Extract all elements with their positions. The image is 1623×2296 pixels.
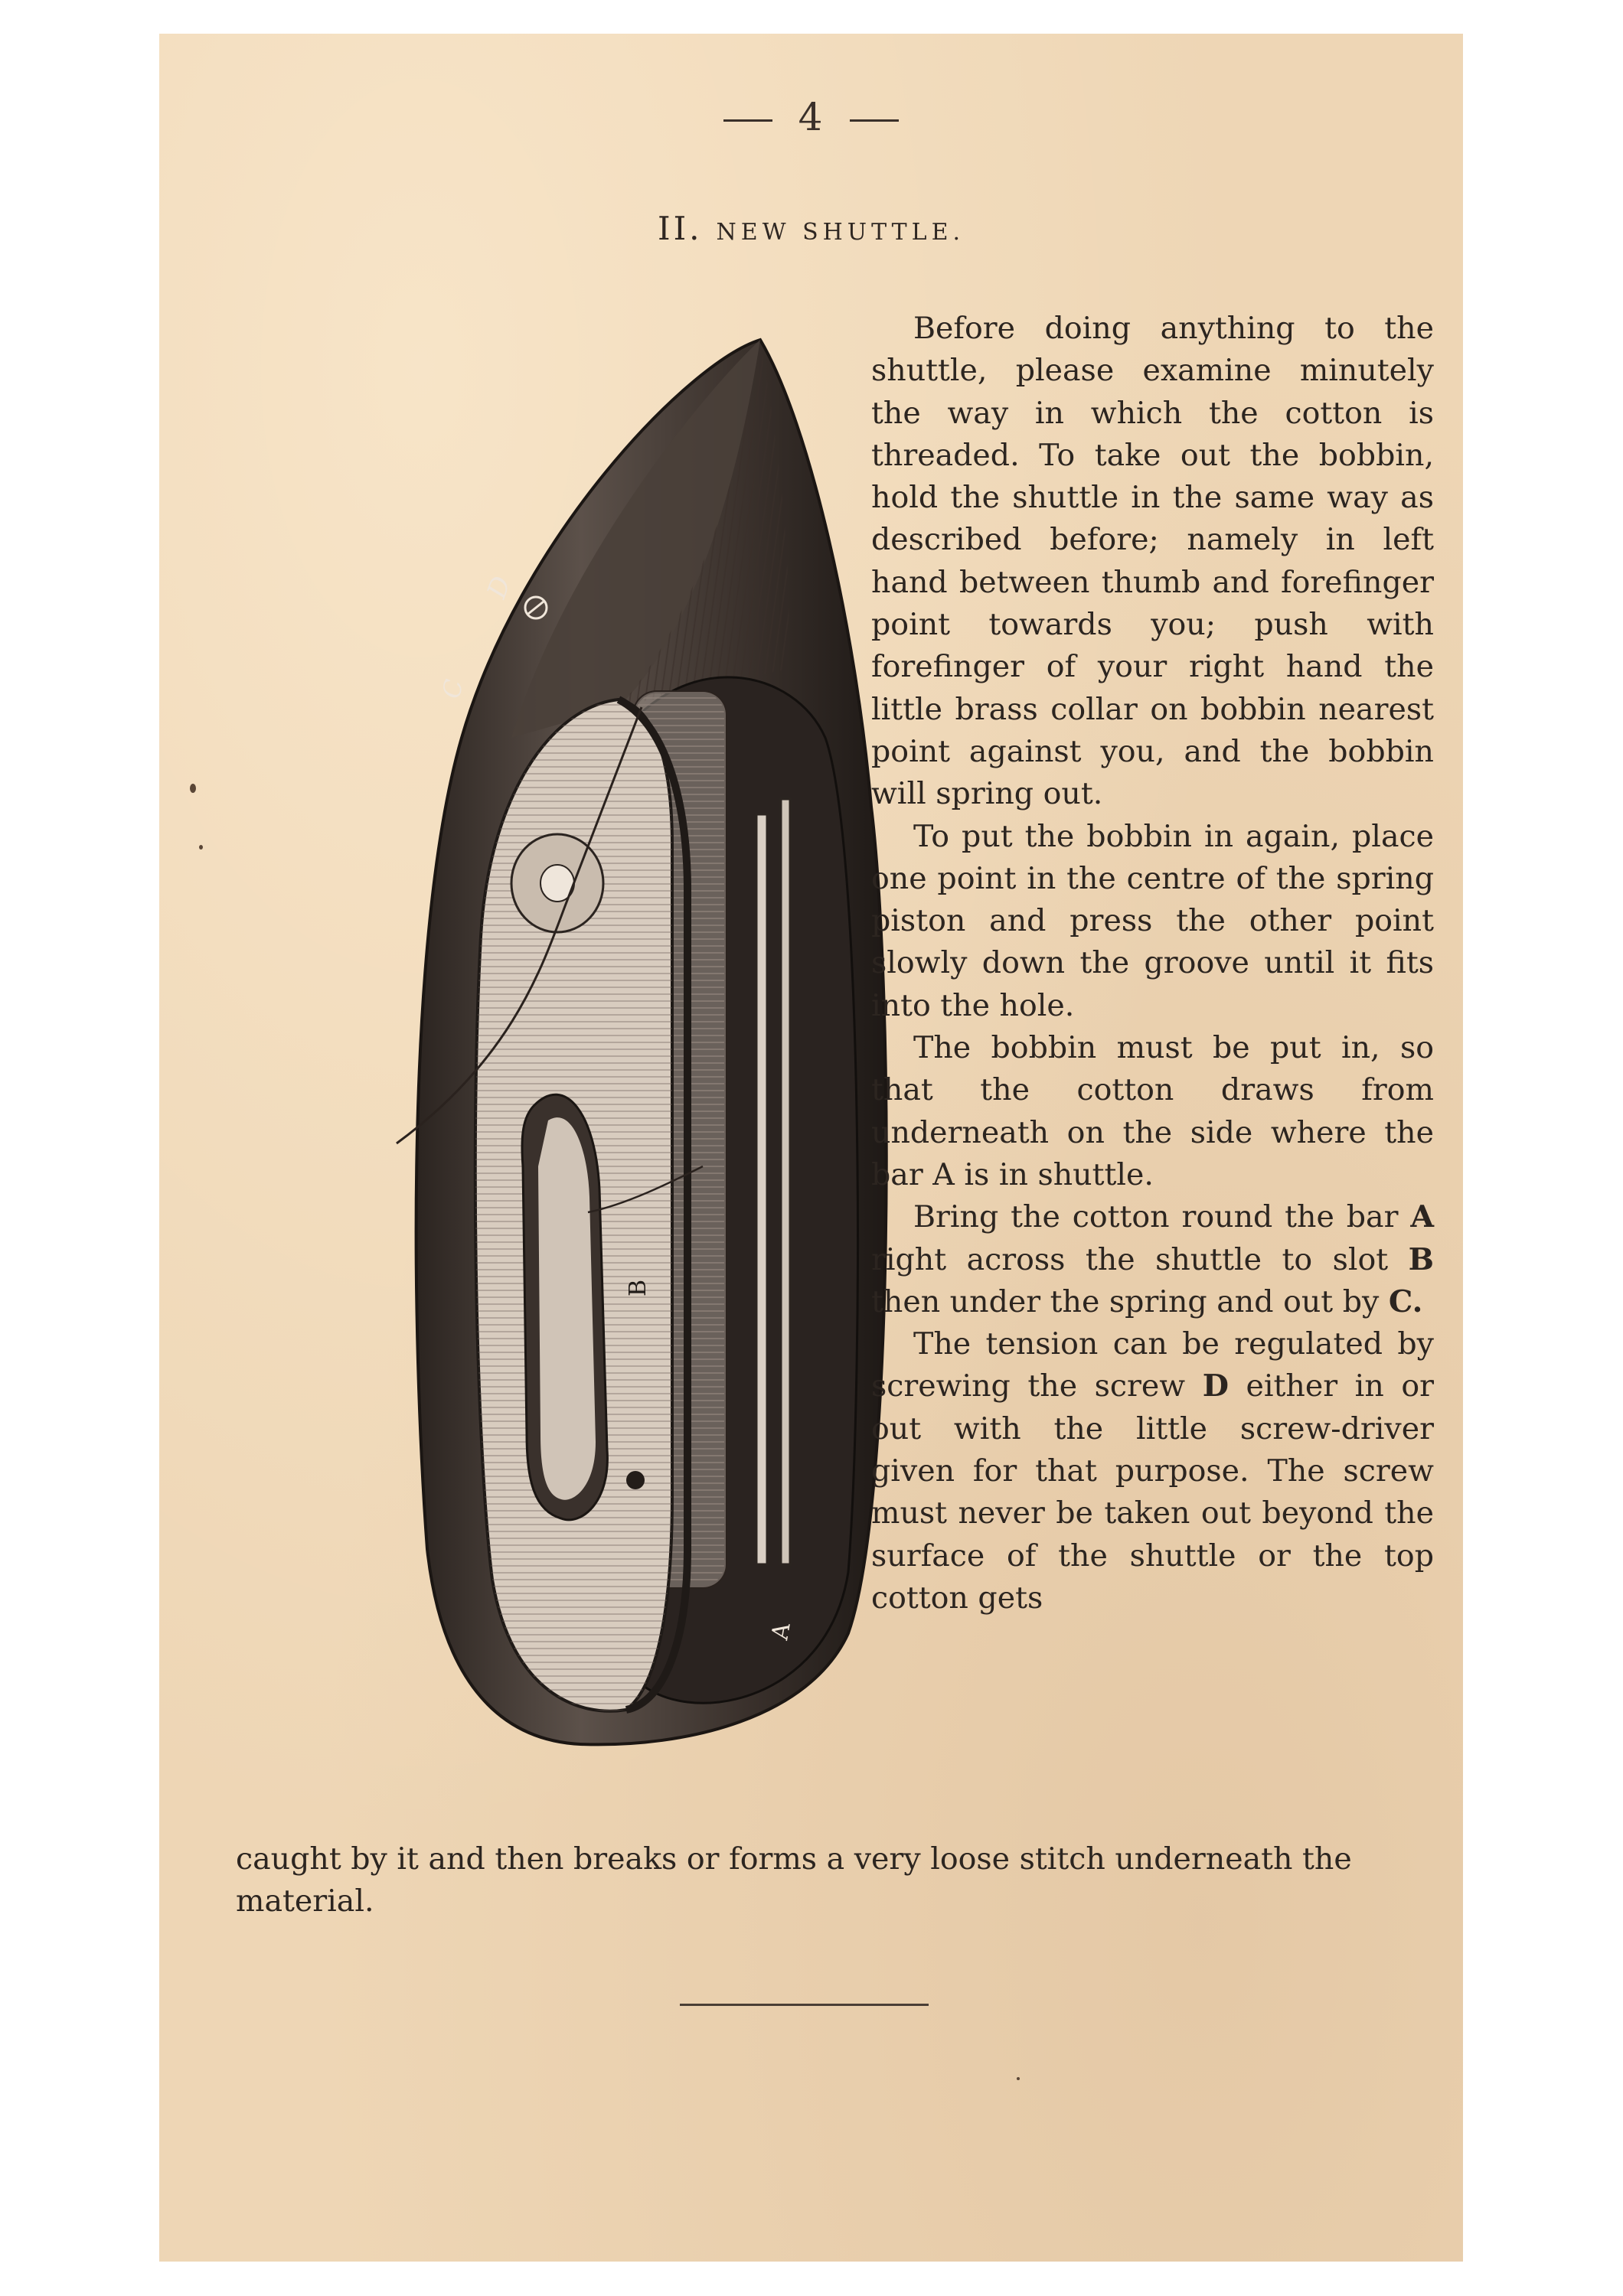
paragraph-2: To put the bobbin in again, place one point in the centre of the spring piston and press the other point slowly down the groove until it fits into the hole. xyxy=(871,818,1434,1023)
section-title: NEW SHUTTLE. xyxy=(716,219,965,246)
section-heading xyxy=(159,210,1463,247)
label-a: A xyxy=(766,1620,796,1642)
label-d: D xyxy=(481,572,518,603)
folio-dash-left xyxy=(723,119,772,122)
page-speck xyxy=(1017,2077,1020,2080)
closing-rule xyxy=(680,2004,929,2006)
paragraph-4: Bring the cotton round the bar A right across the shuttle to slot B then under the spring and out by C. xyxy=(871,1199,1435,1319)
folio-dash-right xyxy=(850,119,899,122)
shuttle-illustration xyxy=(259,309,909,1825)
paragraph-3: The bobbin must be put in, so that the cotton draws from underneath on the side where the bar A is in shuttle. xyxy=(871,1030,1434,1192)
spring-piston xyxy=(756,814,767,1564)
folio-number: 4 xyxy=(798,95,825,139)
paragraph-1: Before doing anything to the shuttle, please examine minutely the way in which the cotton is threaded. To take out the bobbin, hold the shuttle in the same way as described before; namely in left hand between thumb and forefinger point towards you; push with forefinger of your right hand the little brass collar on bobbin nearest point against you, and the bobbin will spring out. xyxy=(871,311,1434,812)
label-c: C xyxy=(436,677,469,701)
section-numeral: II. xyxy=(658,210,703,247)
page-number xyxy=(159,95,1463,139)
body-column xyxy=(871,308,1434,1619)
label-b: B xyxy=(625,1279,651,1296)
paragraph-tail: caught by it and then breaks or forms a very loose stitch underneath the material. xyxy=(236,1841,1352,1919)
book-page xyxy=(159,34,1463,2262)
page-speck xyxy=(190,784,196,793)
page-speck xyxy=(199,845,203,850)
paragraph-5: The tension can be regulated by screwing the screw D either in or out with the little screw-driver given for that purpose. The screw must never be taken out beyond the surface of the shuttle or the top cotton gets xyxy=(871,1326,1434,1616)
